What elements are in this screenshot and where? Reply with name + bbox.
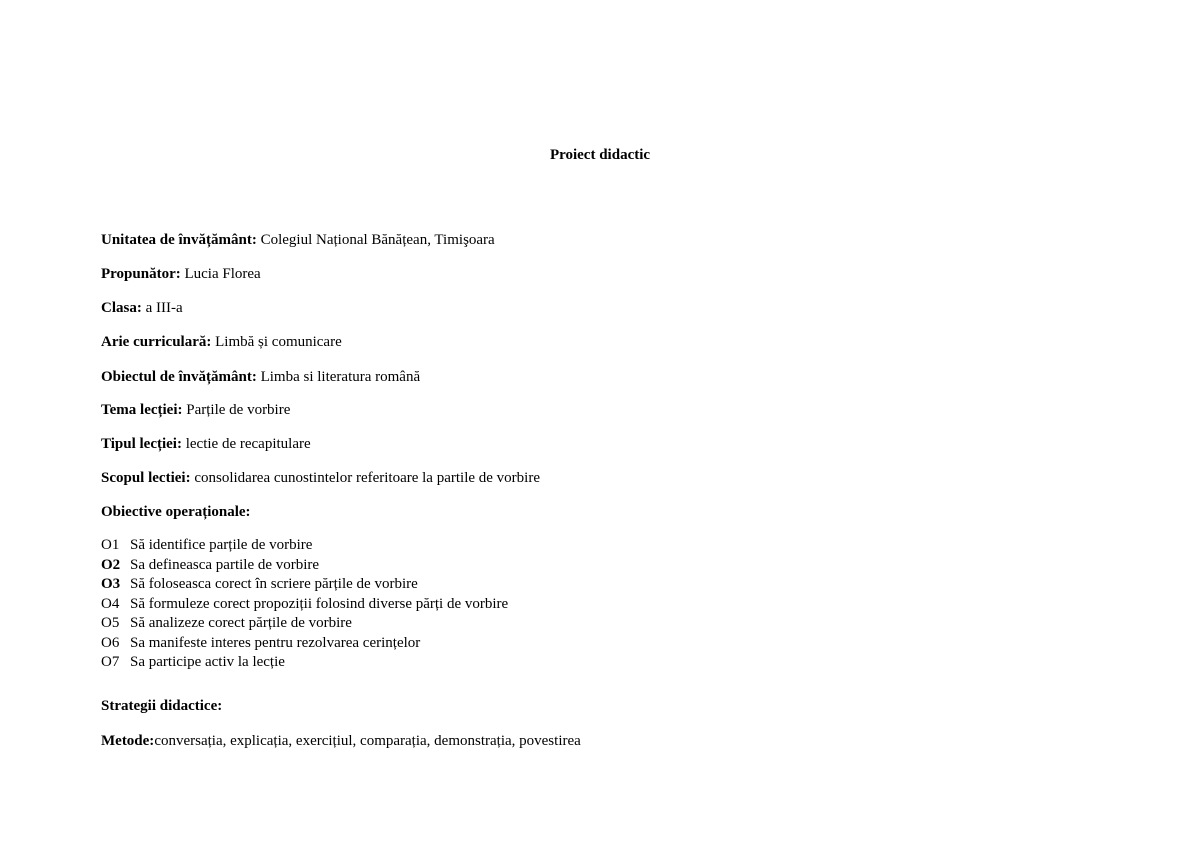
- field-label: Unitatea de învățământ:: [101, 232, 257, 248]
- objective-code: O6: [101, 634, 120, 651]
- field-value: Limbă și comunicare: [211, 334, 342, 350]
- objective-text: Să foloseasca corect în scriere părțile de vorbire: [130, 576, 418, 592]
- objectives-list: [101, 536, 508, 673]
- list-item: [101, 653, 508, 673]
- list-item: [101, 575, 508, 595]
- objective-code: O2: [101, 556, 121, 573]
- list-item: [101, 556, 508, 576]
- field-value: conversația, explicația, exercițiul, comparația, demonstrația, povestirea: [154, 733, 581, 749]
- field-obiectul: [101, 368, 420, 386]
- objective-code: O5: [101, 615, 120, 631]
- objective-text: Să analizeze corect părțile de vorbire: [130, 615, 352, 631]
- list-item: [101, 634, 508, 654]
- field-label: Obiectul de învățământ:: [101, 369, 257, 385]
- field-clasa: [101, 299, 183, 317]
- field-value: Limba si literatura română: [256, 369, 421, 385]
- objective-text: Să formuleze corect propoziții folosind diverse părți de vorbire: [130, 595, 509, 612]
- field-label: Tipul lecției:: [101, 436, 182, 452]
- strategies-heading: [101, 697, 222, 715]
- objective-text: Sa manifeste interes pentru rezolvarea cerințelor: [130, 634, 421, 651]
- field-value: consolidarea cunostintelor referitoare la partile de vorbire: [190, 470, 541, 486]
- list-item: [101, 595, 508, 615]
- field-propunator: [101, 265, 261, 283]
- field-value: Lucia Florea: [180, 266, 261, 282]
- document-title: Proiect didactic: [549, 147, 651, 163]
- field-label: Propunător:: [101, 266, 181, 282]
- field-value: Parțile de vorbire: [182, 402, 291, 418]
- field-unitatea: [101, 231, 495, 249]
- field-tema: [101, 401, 290, 419]
- objective-text: Sa participe activ la lecție: [130, 654, 285, 670]
- field-value: lectie de recapitulare: [181, 436, 311, 452]
- objective-text: Să identifice parțile de vorbire: [130, 537, 313, 553]
- field-scopul: [101, 469, 540, 487]
- section-heading: Strategii didactice:: [101, 698, 223, 714]
- objective-code: O3: [101, 576, 121, 592]
- field-tipul: [101, 435, 311, 453]
- field-label: Scopul lectiei:: [101, 470, 191, 486]
- list-item: [101, 536, 508, 556]
- field-label: Arie curriculară:: [101, 334, 212, 350]
- objective-code: O1: [101, 537, 120, 553]
- objectives-heading: [101, 503, 251, 521]
- field-arie-curriculara: [101, 333, 342, 351]
- list-item: [101, 614, 508, 634]
- field-metode: [101, 732, 581, 750]
- field-label: Tema lecției:: [101, 402, 183, 418]
- section-heading: Obiective operaționale:: [101, 504, 251, 520]
- field-label: Metode:: [101, 733, 155, 749]
- objective-text: Sa defineasca partile de vorbire: [130, 556, 320, 573]
- objective-code: O7: [101, 654, 120, 670]
- field-label: Clasa:: [101, 300, 142, 316]
- field-value: a III-a: [141, 300, 183, 316]
- field-value: Colegiul Național Bănățean, Timişoara: [256, 232, 495, 248]
- objective-code: O4: [101, 595, 120, 612]
